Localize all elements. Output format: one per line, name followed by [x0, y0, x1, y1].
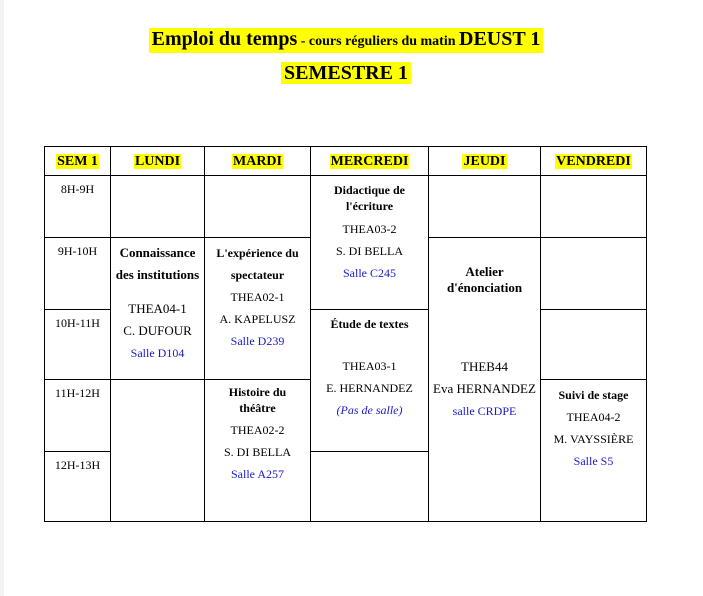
course-room: Salle A257 — [231, 467, 284, 481]
course-code: THEA03-2 — [342, 222, 397, 236]
course-title: Étude de textes — [330, 317, 409, 331]
course-title: Histoire du théâtre — [228, 385, 287, 415]
course-code: THEA04-2 — [566, 410, 621, 424]
course-room: Salle C245 — [343, 266, 396, 280]
course-title: Suivi de stage — [558, 388, 629, 402]
time-cell: 12H-13H — [45, 452, 111, 522]
course-teacher: C. DUFOUR — [123, 323, 192, 338]
header-jeudi: JEUDI — [429, 147, 541, 176]
course-room: Salle D239 — [230, 334, 285, 348]
course-code: THEA04-1 — [128, 301, 187, 316]
course-teacher: S. DI BELLA — [224, 445, 291, 459]
title-main: Emploi du temps — [151, 28, 298, 50]
course-room: salle CRDPE — [452, 404, 517, 418]
course-title: Atelier d'énonciation — [446, 264, 523, 295]
course-teacher: A. KAPELUSZ — [219, 312, 296, 326]
course-code: THEA03-1 — [342, 359, 397, 373]
empty-cell — [111, 176, 205, 238]
course-mardi-histoire — [205, 380, 311, 522]
title-program: DEUST 1 — [459, 28, 541, 50]
empty-cell — [311, 452, 429, 522]
header-vendredi: VENDREDI — [541, 147, 647, 176]
time-cell: 8H-9H — [45, 176, 111, 238]
left-margin-strip — [0, 0, 4, 596]
course-lundi-institutions — [111, 238, 205, 380]
course-code: THEA02-1 — [230, 290, 285, 304]
course-room: Salle S5 — [573, 454, 614, 468]
time-cell: 9H-10H — [45, 238, 111, 310]
header-sem: SEM 1 — [45, 147, 111, 176]
course-title: Didactique de l'écriture — [333, 183, 405, 213]
course-mercredi-etude — [311, 310, 429, 452]
time-cell: 11H-12H — [45, 380, 111, 452]
course-code: THEB44 — [461, 359, 508, 374]
time-cell: 10H-11H — [45, 310, 111, 380]
course-teacher: M. VAYSSIÈRE — [553, 432, 634, 446]
course-teacher: Eva HERNANDEZ — [433, 381, 536, 396]
title-line-1 — [149, 28, 544, 53]
course-room: (Pas de salle) — [336, 403, 403, 417]
course-room: Salle D104 — [130, 346, 185, 360]
title-subtitle: - cours réguliers du matin — [297, 34, 460, 49]
empty-cell — [541, 176, 647, 238]
course-title: L'expérience du spectateur — [216, 246, 299, 282]
empty-cell — [205, 176, 311, 238]
empty-cell — [541, 310, 647, 380]
document-title — [0, 28, 692, 84]
empty-cell — [111, 380, 205, 522]
empty-cell — [429, 176, 541, 238]
course-jeudi-atelier — [429, 238, 541, 522]
course-title: Connaissance des institutions — [115, 245, 200, 282]
header-row — [45, 147, 647, 176]
row-8h — [45, 176, 647, 238]
course-teacher: S. DI BELLA — [336, 244, 403, 258]
course-mercredi-didactique — [311, 176, 429, 310]
empty-cell — [541, 238, 647, 310]
timetable — [44, 146, 647, 522]
header-mardi: MARDI — [205, 147, 311, 176]
title-semester: SEMESTRE 1 — [281, 62, 411, 84]
header-lundi: LUNDI — [111, 147, 205, 176]
course-teacher: E. HERNANDEZ — [326, 381, 413, 395]
course-code: THEA02-2 — [230, 423, 285, 437]
course-vendredi-stage — [541, 380, 647, 522]
header-mercredi: MERCREDI — [311, 147, 429, 176]
course-mardi-spectateur — [205, 238, 311, 380]
